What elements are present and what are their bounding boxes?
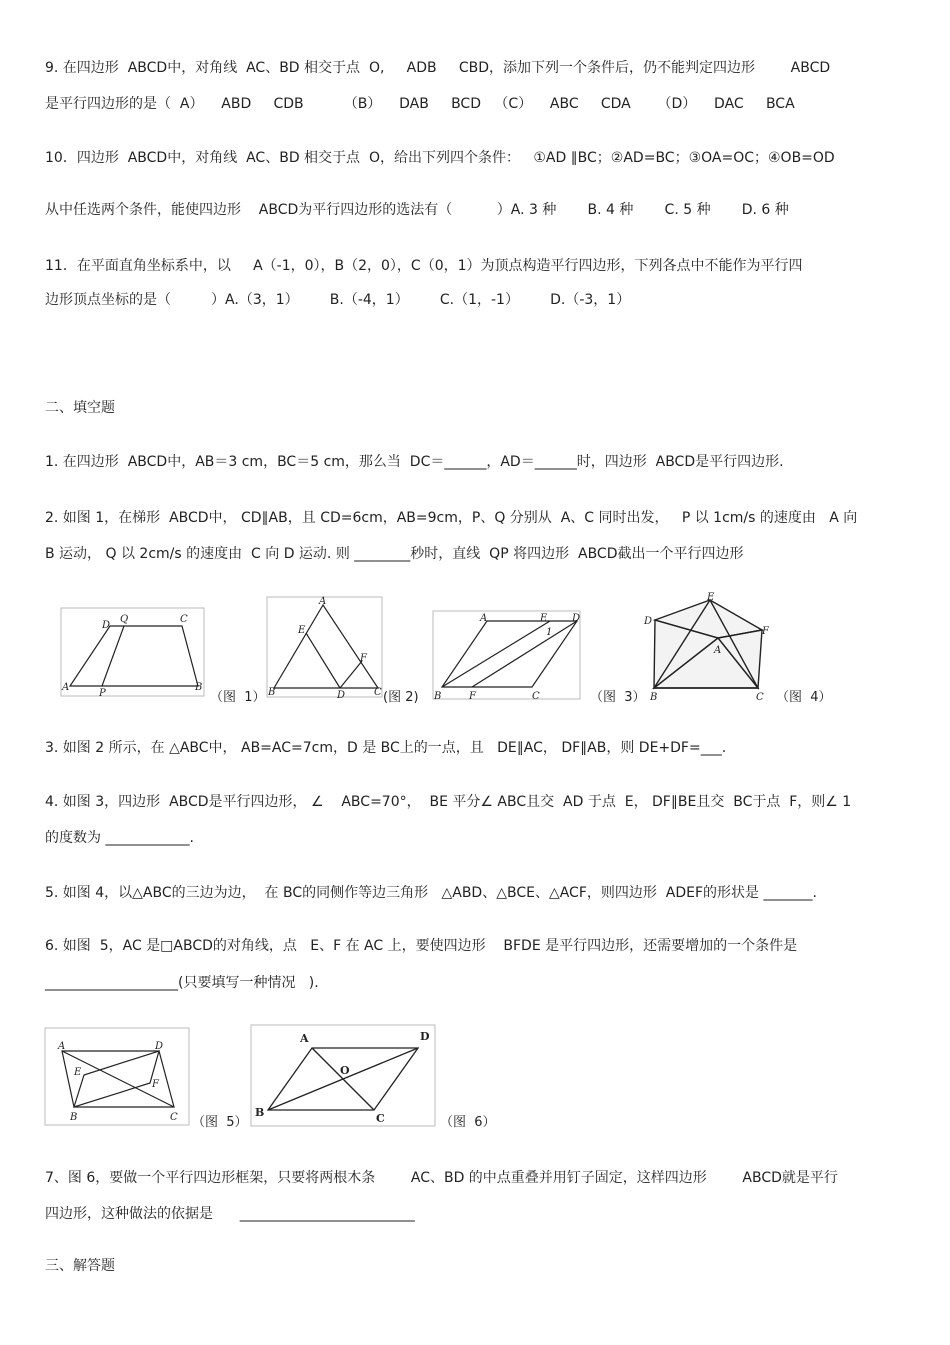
figure-4 — [640, 590, 775, 700]
fig6-label-o: O — [340, 1064, 350, 1077]
fig4-caption: （图 4） — [776, 690, 832, 705]
q11-line2: 边形顶点坐标的是（ ）A.（3，1） B.（-4，1） C.（1，-1） D.（-3，1） — [45, 292, 631, 308]
fig5-label-a: A — [58, 1041, 66, 1052]
fig5-label-c: C — [170, 1112, 178, 1123]
fig1-label-d: D — [102, 620, 111, 631]
fig4-label-b: B — [650, 692, 658, 700]
s2-q4-line1: 4. 如图 3，四边形 ABCD是平行四边形， ∠ ABC=70°， BE 平分∠ ABC且交 AD 于点 E， DF∥BE且交 BC于点 F，则∠ 1 — [45, 794, 852, 810]
s2-q1: 1. 在四边形 ABCD中，AB＝3 cm，BC＝5 cm，那么当 DC＝______，AD＝______时，四边形 ABCD是平行四边形. — [45, 454, 784, 470]
fig5-caption: （图 5） — [192, 1115, 248, 1130]
q9-line1: 9. 在四边形 ABCD中，对角线 AC、BD 相交于点 O, ADB CBD，添加下列一个条件后，仍不能判定四边形 ABCD — [45, 60, 831, 76]
figure-6 — [250, 1024, 436, 1128]
section2-heading: 二、填空题 — [45, 400, 115, 416]
fig1-label-c: C — [180, 614, 188, 625]
s2-q7-line1: 7、图 6，要做一个平行四边形框架，只要将两根木条 AC、BD 的中点重叠并用钉子固定，这样四边形 ABCD就是平行 — [45, 1170, 838, 1186]
fig5-label-d: D — [155, 1041, 164, 1052]
fig1-label-a: A — [62, 682, 70, 693]
fig3-label-d: D — [572, 613, 581, 624]
fig3-caption: （图 3） — [590, 690, 646, 705]
figure-1 — [60, 606, 206, 698]
fig3-label-e: E — [540, 613, 548, 624]
fig2-label-c: C — [374, 687, 382, 698]
s2-q3: 3. 如图 2 所示，在 △ABC中， AB=AC=7cm，D 是 BC上的一点，且 DE∥AC， DF∥AB，则 DE+DF=___. — [45, 740, 727, 756]
figure-3 — [432, 609, 582, 701]
fig1-label-q: Q — [120, 614, 129, 625]
fig3-label-1: 1 — [546, 627, 553, 638]
fig3-label-a: A — [480, 613, 488, 624]
q11-line1: 11．在平面直角坐标系中，以 A（-1，0），B（2，0），C（0，1）为顶点构造平行四边形，下列各点中不能作为平行四 — [45, 258, 803, 274]
fig6-caption: （图 6） — [440, 1115, 496, 1130]
fig4-label-e: E — [707, 592, 715, 603]
s2-q7-line2: 四边形，这种做法的依据是 _________________________ — [45, 1206, 415, 1222]
fig6-label-c: C — [376, 1112, 385, 1125]
fig1-label-b: B — [195, 682, 203, 693]
fig4-label-a: A — [714, 645, 722, 656]
s2-q2-line2: B 运动， Q 以 2cm/s 的速度由 C 向 D 运动. 则 ________秒时，直线 QP 将四边形 ABCD截出一个平行四边形 — [45, 546, 744, 562]
fig5-label-e: E — [74, 1067, 82, 1078]
fig2-label-f: F — [360, 653, 367, 664]
s2-q4-line2: 的度数为 ____________. — [45, 830, 194, 846]
fig3-label-f: F — [469, 691, 476, 701]
q10-line1: 10．四边形 ABCD中，对角线 AC、BD 相交于点 O，给出下列四个条件： ①AD ∥BC；②AD=BC；③OA=OC；④OB=OD — [45, 150, 835, 166]
fig2-label-d: D — [337, 690, 346, 700]
fig2-label-e: E — [298, 625, 306, 636]
fig2-label-a: A — [319, 596, 327, 607]
figure-2 — [266, 595, 384, 700]
fig5-label-b: B — [70, 1112, 78, 1123]
fig6-label-a: A — [300, 1032, 309, 1045]
q10-line2: 从中任选两个条件，能使四边形 ABCD为平行四边形的选法有（ ）A. 3 种 B. 4 种 C. 5 种 D. 6 种 — [45, 202, 789, 218]
fig6-label-d: D — [420, 1030, 430, 1043]
s2-q5: 5. 如图 4，以△ABC的三边为边， 在 BC的同侧作等边三角形 △ABD、△BCE、△ACF，则四边形 ADEF的形状是 _______. — [45, 885, 817, 901]
fig1-label-p: P — [99, 688, 106, 698]
fig3-label-c: C — [532, 691, 540, 701]
fig4-label-c: C — [756, 692, 764, 700]
q9-line2: 是平行四边形的是（ A） ABD CDB （B） DAB BCD （C） ABC CDA （D） DAC BCA — [45, 96, 795, 112]
s2-q6-line1: 6. 如图 5，AC 是□ABCD的对角线，点 E、F 在 AC 上，要使四边形 BFDE 是平行四边形，还需要增加的一个条件是 — [45, 938, 798, 954]
fig5-label-f: F — [152, 1079, 159, 1090]
fig2-label-b: B — [268, 687, 276, 698]
s2-q6-line2: ___________________(只要填写一种情况 ). — [45, 975, 319, 991]
fig4-label-f: F — [762, 626, 769, 637]
fig2-caption: (图 2) — [383, 690, 419, 705]
fig6-label-b: B — [255, 1106, 265, 1119]
section3-heading: 三、解答题 — [45, 1258, 115, 1274]
fig3-label-b: B — [434, 691, 442, 701]
fig4-label-d: D — [644, 616, 653, 627]
figure-5 — [44, 1027, 190, 1127]
s2-q2-line1: 2. 如图 1，在梯形 ABCD中， CD∥AB，且 CD=6cm，AB=9cm，P、Q 分别从 A、C 同时出发， P 以 1cm/s 的速度由 A 向 — [45, 510, 858, 526]
fig1-caption: （图 1） — [210, 690, 266, 705]
